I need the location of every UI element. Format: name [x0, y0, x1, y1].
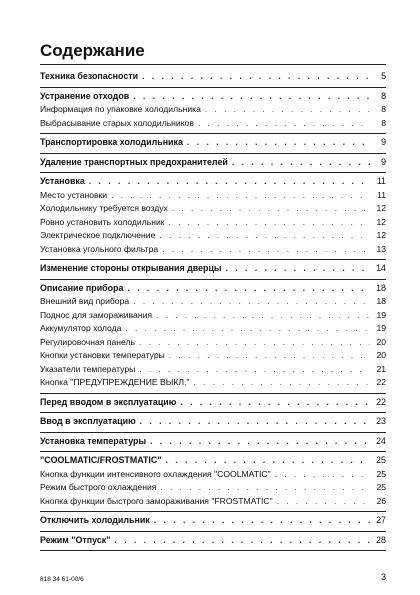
- toc-group: [40, 154, 386, 174]
- toc-subentry[interactable]: [40, 322, 386, 336]
- toc-entry-label: Кнопка "ПРЕДУПРЕЖДЕНИЕ ВЫКЛ.": [40, 377, 190, 387]
- dot-leader: [142, 70, 370, 84]
- toc-section-entry[interactable]: [40, 70, 386, 84]
- dot-leader: [156, 309, 370, 323]
- toc-entry-label: Отключить холодильник: [40, 515, 150, 525]
- toc-group: [40, 413, 386, 433]
- toc-subentry[interactable]: [40, 103, 386, 117]
- toc-entry-page: 19: [376, 323, 386, 333]
- toc-entry-label: Кнопки установки температуры: [40, 350, 165, 360]
- dot-leader: [125, 322, 370, 336]
- dot-leader: [150, 435, 370, 449]
- dot-leader: [140, 415, 370, 429]
- toc-entry-page: 13: [376, 243, 386, 254]
- dot-leader: [193, 376, 370, 390]
- toc-subentry[interactable]: [40, 349, 386, 363]
- toc-entry-label: Перед вводом в эксплуатацию: [40, 396, 177, 407]
- toc-section-entry[interactable]: [40, 534, 386, 548]
- toc-entry-label: Регулировочная панель: [40, 336, 136, 347]
- toc-subentry[interactable]: [40, 229, 386, 243]
- toc-entry-page: 22: [376, 377, 386, 387]
- toc-entry-page: 27: [376, 515, 386, 525]
- dot-leader: [139, 336, 370, 350]
- toc-section-entry[interactable]: [40, 415, 386, 429]
- toc-entry-label: Электрическое подключение: [40, 230, 156, 240]
- dot-leader: [169, 349, 370, 363]
- toc-subentry[interactable]: [40, 189, 386, 203]
- toc-entry-label: Техника безопасности: [40, 71, 139, 81]
- toc-entry-page: 18: [376, 296, 386, 306]
- dot-leader: [139, 363, 370, 377]
- toc-group: [40, 260, 386, 280]
- dot-leader: [133, 90, 370, 104]
- toc-group: [40, 68, 386, 88]
- dot-leader: [172, 202, 370, 216]
- toc-group: [40, 394, 386, 414]
- dot-leader: [127, 282, 370, 296]
- toc-entry-page: 14: [376, 263, 386, 273]
- toc-entry-label: Установка: [40, 176, 85, 186]
- toc-section-entry[interactable]: [40, 262, 386, 276]
- toc-entry-page: 20: [376, 350, 386, 360]
- toc-section-entry[interactable]: [40, 435, 386, 449]
- toc-subentry[interactable]: [40, 495, 386, 509]
- toc-subentry[interactable]: [40, 202, 386, 216]
- toc-entry-page: 22: [376, 396, 386, 407]
- toc-group: [40, 433, 386, 453]
- toc-entry-label: Режим "Отпуск": [40, 534, 111, 545]
- toc-group: [40, 88, 386, 135]
- toc-entry-page: 8: [381, 104, 386, 114]
- dot-leader: [160, 481, 370, 495]
- toc-entry-label: Ровно установить холодильник: [40, 216, 165, 227]
- toc-entry-page: 23: [376, 416, 386, 426]
- dot-leader: [232, 156, 370, 170]
- toc-entry-page: 26: [376, 495, 386, 506]
- toc-entry-page: 9: [381, 137, 386, 147]
- toc-subentry[interactable]: [40, 295, 386, 309]
- table-of-contents: [40, 68, 386, 551]
- toc-entry-page: 12: [376, 216, 386, 227]
- toc-entry-page: 21: [376, 363, 386, 374]
- toc-entry-page: 24: [376, 435, 386, 446]
- toc-entry-label: Устранение отходов: [40, 90, 130, 101]
- dot-leader: [180, 396, 370, 410]
- toc-subentry[interactable]: [40, 481, 386, 495]
- toc-entry-label: Холодильнику требуется воздух: [40, 203, 168, 213]
- toc-entry-page: 8: [381, 117, 386, 128]
- toc-entry-page: 8: [381, 90, 386, 101]
- toc-entry-page: 25: [376, 455, 386, 465]
- toc-subentry[interactable]: [40, 216, 386, 230]
- dot-leader: [89, 175, 370, 189]
- toc-section-entry[interactable]: [40, 156, 386, 170]
- dot-leader: [154, 514, 370, 528]
- toc-subentry[interactable]: [40, 117, 386, 131]
- dot-leader: [275, 468, 370, 482]
- dot-leader: [111, 189, 370, 203]
- toc-group: [40, 173, 386, 260]
- toc-section-entry[interactable]: [40, 514, 386, 528]
- toc-section-entry[interactable]: [40, 136, 386, 150]
- toc-group: [40, 134, 386, 154]
- toc-entry-page: 11: [376, 176, 386, 186]
- toc-group: [40, 452, 386, 512]
- document-code: 818 34 61-00/6: [40, 576, 84, 583]
- toc-entry-page: 20: [376, 336, 386, 347]
- toc-section-entry[interactable]: [40, 396, 386, 410]
- dot-leader: [169, 216, 370, 230]
- toc-entry-label: Режим быстрого охлаждения: [40, 482, 157, 492]
- toc-entry-page: 25: [376, 468, 386, 479]
- toc-entry-page: 9: [381, 156, 386, 167]
- toc-entry-label: Кнопка функции быстрого замораживания "FROSTMATIC": [40, 495, 273, 506]
- dot-leader: [114, 534, 370, 548]
- dot-leader: [165, 454, 370, 468]
- toc-subentry[interactable]: [40, 363, 386, 377]
- dot-leader: [159, 229, 370, 243]
- toc-group: [40, 512, 386, 532]
- toc-subentry[interactable]: [40, 243, 386, 257]
- toc-subentry[interactable]: [40, 376, 386, 390]
- toc-entry-label: Аккумулятор холода: [40, 323, 122, 333]
- toc-entry-page: 19: [376, 309, 386, 320]
- toc-entry-label: Описание прибора: [40, 282, 124, 293]
- toc-entry-label: Место установки: [40, 189, 108, 200]
- toc-group: [40, 280, 386, 394]
- toc-entry-page: 12: [376, 203, 386, 213]
- toc-entry-page: 5: [381, 71, 386, 81]
- dot-leader: [277, 495, 370, 509]
- toc-subentry[interactable]: [40, 468, 386, 482]
- toc-entry-label: Изменение стороны открывания дверцы: [40, 263, 222, 273]
- toc-entry-page: 18: [376, 282, 386, 293]
- page-number: 3: [380, 572, 386, 582]
- toc-entry-page: 12: [376, 230, 386, 240]
- dot-leader: [205, 103, 370, 117]
- dot-leader: [226, 262, 370, 276]
- toc-section-entry[interactable]: [40, 454, 386, 468]
- toc-entry-page: 11: [377, 189, 386, 200]
- toc-section-entry[interactable]: [40, 175, 386, 189]
- toc-subentry[interactable]: [40, 336, 386, 350]
- toc-entry-label: Транспортировка холодильника: [40, 137, 183, 147]
- toc-section-entry[interactable]: [40, 90, 386, 104]
- toc-entry-label: Выбрасывание старых холодильников: [40, 117, 194, 128]
- dot-leader: [133, 295, 370, 309]
- toc-entry-label: Установка угольного фильтра: [40, 243, 159, 254]
- dot-leader: [187, 136, 370, 150]
- toc-entry-label: Кнопка функции интенсивного охлаждения "COOLMATIC": [40, 468, 271, 479]
- toc-entry-label: Внешний вид прибора: [40, 296, 130, 306]
- title-divider: [40, 64, 386, 65]
- page-title: Содержание: [40, 41, 145, 60]
- dot-leader: [162, 243, 370, 257]
- toc-section-entry[interactable]: [40, 282, 386, 296]
- toc-entry-label: Указатели температуры: [40, 363, 136, 374]
- toc-entry-label: Удаление транспортных предохранителей: [40, 156, 228, 167]
- dot-leader: [198, 117, 370, 131]
- toc-entry-page: 25: [376, 482, 386, 492]
- toc-group: [40, 532, 386, 552]
- toc-entry-label: "COOLMATIC/FROSTMATIC": [40, 455, 162, 465]
- toc-entry-label: Ввод в эксплуатацию: [40, 416, 136, 426]
- toc-entry-page: 28: [376, 534, 386, 545]
- toc-entry-label: Информация по упаковке холодильника: [40, 104, 201, 114]
- toc-entry-label: Поднос для замораживания: [40, 309, 153, 320]
- toc-subentry[interactable]: [40, 309, 386, 323]
- toc-entry-label: Установка температуры: [40, 435, 147, 446]
